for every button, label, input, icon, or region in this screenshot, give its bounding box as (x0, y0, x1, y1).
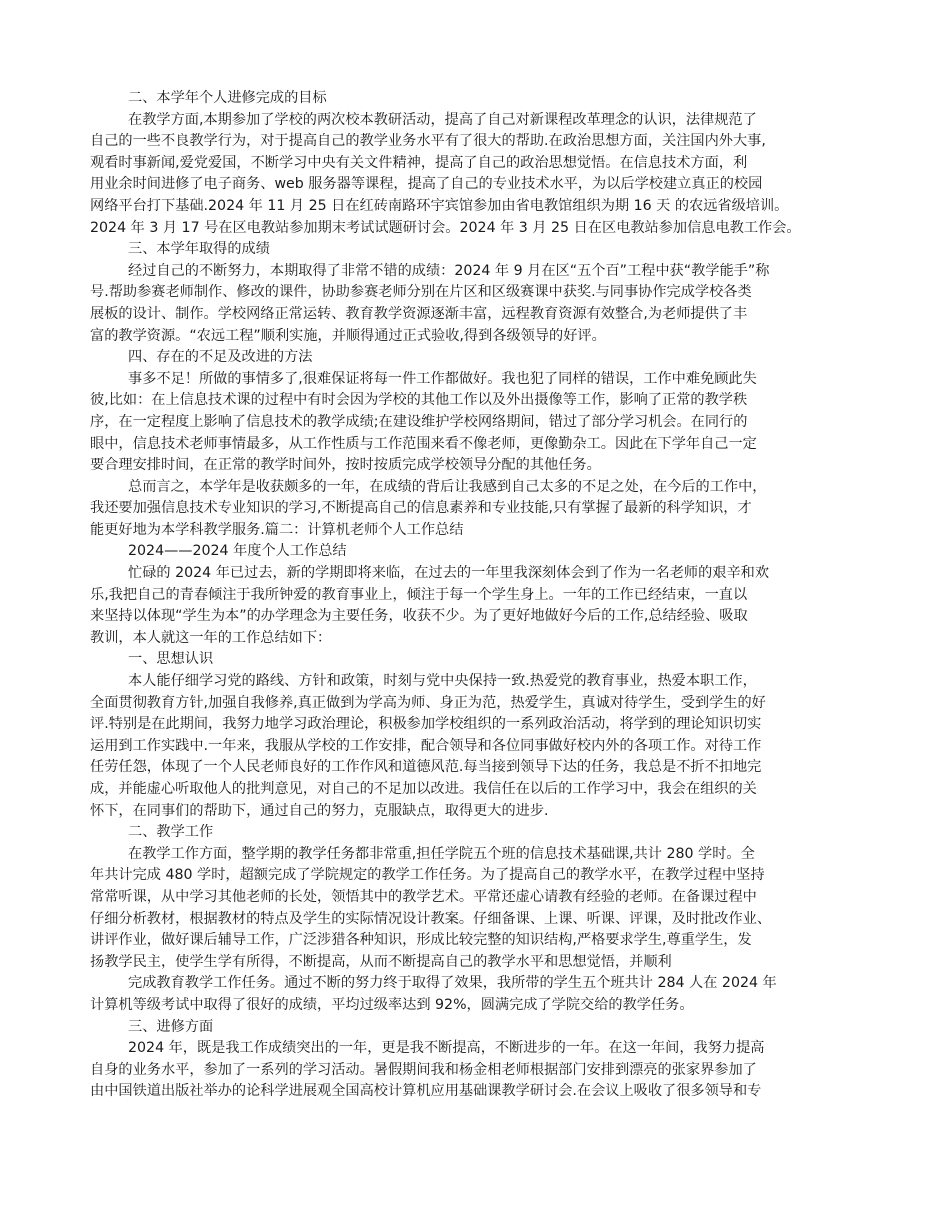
section-heading-ideology: 一、思想认识 (128, 651, 214, 668)
paragraph-line: 自身的业务水平，参加了一系列的学习活动。暑假期间我和杨金相老师根据部门安排到漂亮的张家界参加了 (90, 1061, 757, 1078)
paragraph-line: 来坚持以体现“学生为本”的办学理念为主要任务，收获不少。为了更好地做好今后的工作,总结经验、吸取 (90, 608, 748, 625)
paragraph-line: 总而言之，本学年是收获颇多的一年，在成绩的背后让我感到自己太多的不足之处，在今后的工作中， (128, 478, 767, 495)
paragraph-line: 全面贯彻教育方针,加强自我修养,真正做到为学高为师、身正为范，热爱学生，真诚对待学生，受到学生的好 (90, 694, 766, 711)
paragraph-line: 忙碌的 2024 年已过去，新的学期即将来临，在过去的一年里我深刻体会到了作为一名老师的艰辛和欢 (128, 565, 770, 582)
paragraph-line: 我还要加强信息技术专业知识的学习,不断提高自己的信息素养和专业技能,只有掌握了最新的科学知识，才 (90, 500, 752, 517)
paragraph-line: 由中国铁道出版社举办的论科学进展观全国高校计算机应用基础课教学研讨会.在会议上吸收了很多领导和专 (90, 1083, 762, 1100)
paragraph-line: 完成教育教学工作任务。通过不断的努力终于取得了效果，我所带的学生五个班共计 284 人在 2024 年 (128, 975, 777, 992)
paragraph-line: 评.特别是在此期间，我努力地学习政治理论，积极参加学校组织的一系列政治活动，将学到的理论知识切实 (90, 716, 762, 733)
paragraph-line: 成，并能虚心听取他人的批判意见，对自己的不足加以改进。我信任在以后的工作学习中，我会在组织的关 (90, 781, 757, 797)
paragraph-line: 讲评作业，做好课后辅导工作，广泛涉猎各种知识，形成比较完整的知识结构,严格要求学生,尊重学生，发 (90, 932, 752, 949)
paragraph-line: 观看时事新闻,爱党爱国，不断学习中央有关文件精神，提高了自己的政治思想觉悟。在信息技术方面，利 (90, 154, 748, 171)
document-page (90, 88, 876, 1103)
paragraph-line: 序，在一定程度上影响了信息技术的教学成绩;在建设维护学校网络期间，错过了部分学习机会。在同行的 (90, 413, 748, 430)
paragraph-line: 用业余时间进修了电子商务、web 服务器等课程，提高了自己的专业技术水平，为以后学校建立真正的校园 (90, 176, 763, 193)
paragraph-line: 展板的设计、制作。学校网络正常运转、教育教学资源逐渐丰富，远程教育资源有效整合,为老师提供了丰 (90, 305, 748, 322)
section-heading-teaching: 二、教学工作 (128, 824, 214, 841)
paragraph-line: 怀下，在同事们的帮助下，通过自己的努力，克服缺点，取得更大的进步. (90, 802, 549, 819)
paragraph-line: 常常听课，从中学习其他老师的长处，领悟其中的教学艺术。平常还虚心请教有经验的老师。在备课过程中 (90, 888, 757, 905)
paragraph-line: 网络平台打下基础.2024 年 11 月 25 日在红砖南路环宇宾馆参加由省电教馆组织为期 16 天 的农远省级培训。 (90, 197, 789, 214)
paragraph-line: 要合理安排时间，在正常的教学时间外，按时按质完成学校领导分配的其他任务。 (90, 457, 601, 474)
section-heading-goals: 二、本学年个人进修完成的目标 (128, 90, 327, 106)
paragraph-line: 2024 年 3 月 17 号在区电教站参加期末考试试题研讨会。2024 年 3 月 25 日在区电教站参加信息电教工作会。 (90, 219, 801, 236)
paragraph-line: 彼,比如：在上信息技术课的过程中有时会因为学校的其他工作以及外出摄像等工作，影响了正常的教学秩 (90, 392, 748, 409)
paragraph-line: 事多不足！所做的事情多了,很难保证将每一件工作都做好。我也犯了同样的错误，工作中难免顾此失 (128, 370, 757, 387)
paragraph-line: 富的教学资源。“农远工程”顺利实施，并顺得通过正式验收,得到各级领导的好评。 (90, 327, 606, 344)
paragraph-line: 运用到工作实践中.一年来，我服从学校的工作安排，配合领导和各位同事做好校内外的各项工作。对待工作 (90, 737, 762, 754)
paragraph-line: 号.帮助参赛老师制作、修改的课件，协助参赛老师分别在片区和区级赛课中获奖.与同事协作完成学校各类 (90, 284, 752, 301)
paragraph-line: 在教学工作方面，整学期的教学任务都非常重,担任学院五个班的信息技术基础课,共计 280 学时。全 (128, 845, 755, 862)
paragraph-line: 乐,我把自己的青春倾注于我所钟爱的教育事业上，倾注于每一个学生身上。一年的工作已经结束，一直以 (90, 586, 748, 603)
paragraph-line: 自己的一些不良教学行为，对于提高自己的教学业务水平有了很大的帮助.在政治思想方面，关注国内外大事, (90, 133, 766, 150)
paragraph-line: 2024 年，既是我工作成绩突出的一年，更是我不断提高，不断进步的一年。在这一年间，我努力提高 (128, 1040, 765, 1057)
paragraph-line: 眼中，信息技术老师事情最多，从工作性质与工作范围来看不像老师，更像勤杂工。因此在下学年自己一定 (90, 435, 757, 452)
paragraph-line: 教训，本人就这一年的工作总结如下： (90, 629, 332, 646)
subtitle-annual-summary: 2024——2024 年度个人工作总结 (128, 543, 347, 560)
paragraph-line: 任劳任怨，体现了一个人民老师良好的工作作风和道德风范.每当接到领导下达的任务，我总是不折不扣地完 (90, 759, 762, 776)
paragraph-line: 能更好地为本学科教学服务.篇二：计算机老师个人工作总结 (90, 521, 464, 538)
paragraph-line: 计算机等级考试中取得了很好的成绩，平均过级率达到 92%，圆满完成了学院交给的教学任务。 (90, 996, 694, 1013)
paragraph-line: 扬教学民主，使学生学有所得，不断提高，从而不断提高自己的教学水平和思想觉悟，并顺利 (90, 953, 672, 970)
paragraph-line: 仔细分析教材，根据教材的特点及学生的实际情况设计教案。仔细备课、上课、听课、评课，及时批改作业、 (90, 910, 772, 927)
section-heading-achievements: 三、本学年取得的成绩 (128, 241, 270, 258)
paragraph-line: 年共计完成 480 学时，超额完成了学院规定的教学工作任务。为了提高自己的教学水平，在教学过程中坚持 (90, 867, 765, 884)
section-heading-training: 三、进修方面 (128, 1018, 214, 1035)
section-heading-shortcomings: 四、存在的不足及改进的方法 (128, 349, 313, 366)
paragraph-line: 在教学方面,本期参加了学校的两次校本教研活动，提高了自己对新课程改革理念的认识，法律规范了 (128, 111, 757, 128)
paragraph-line: 本人能仔细学习党的路线、方针和政策，时刻与党中央保持一致.热爱党的教育事业，热爱本职工作， (128, 673, 757, 690)
paragraph-line: 经过自己的不断努力，本期取得了非常不错的成绩：2024 年 9 月在区“五个百”工程中获“教学能手”称 (128, 262, 770, 279)
